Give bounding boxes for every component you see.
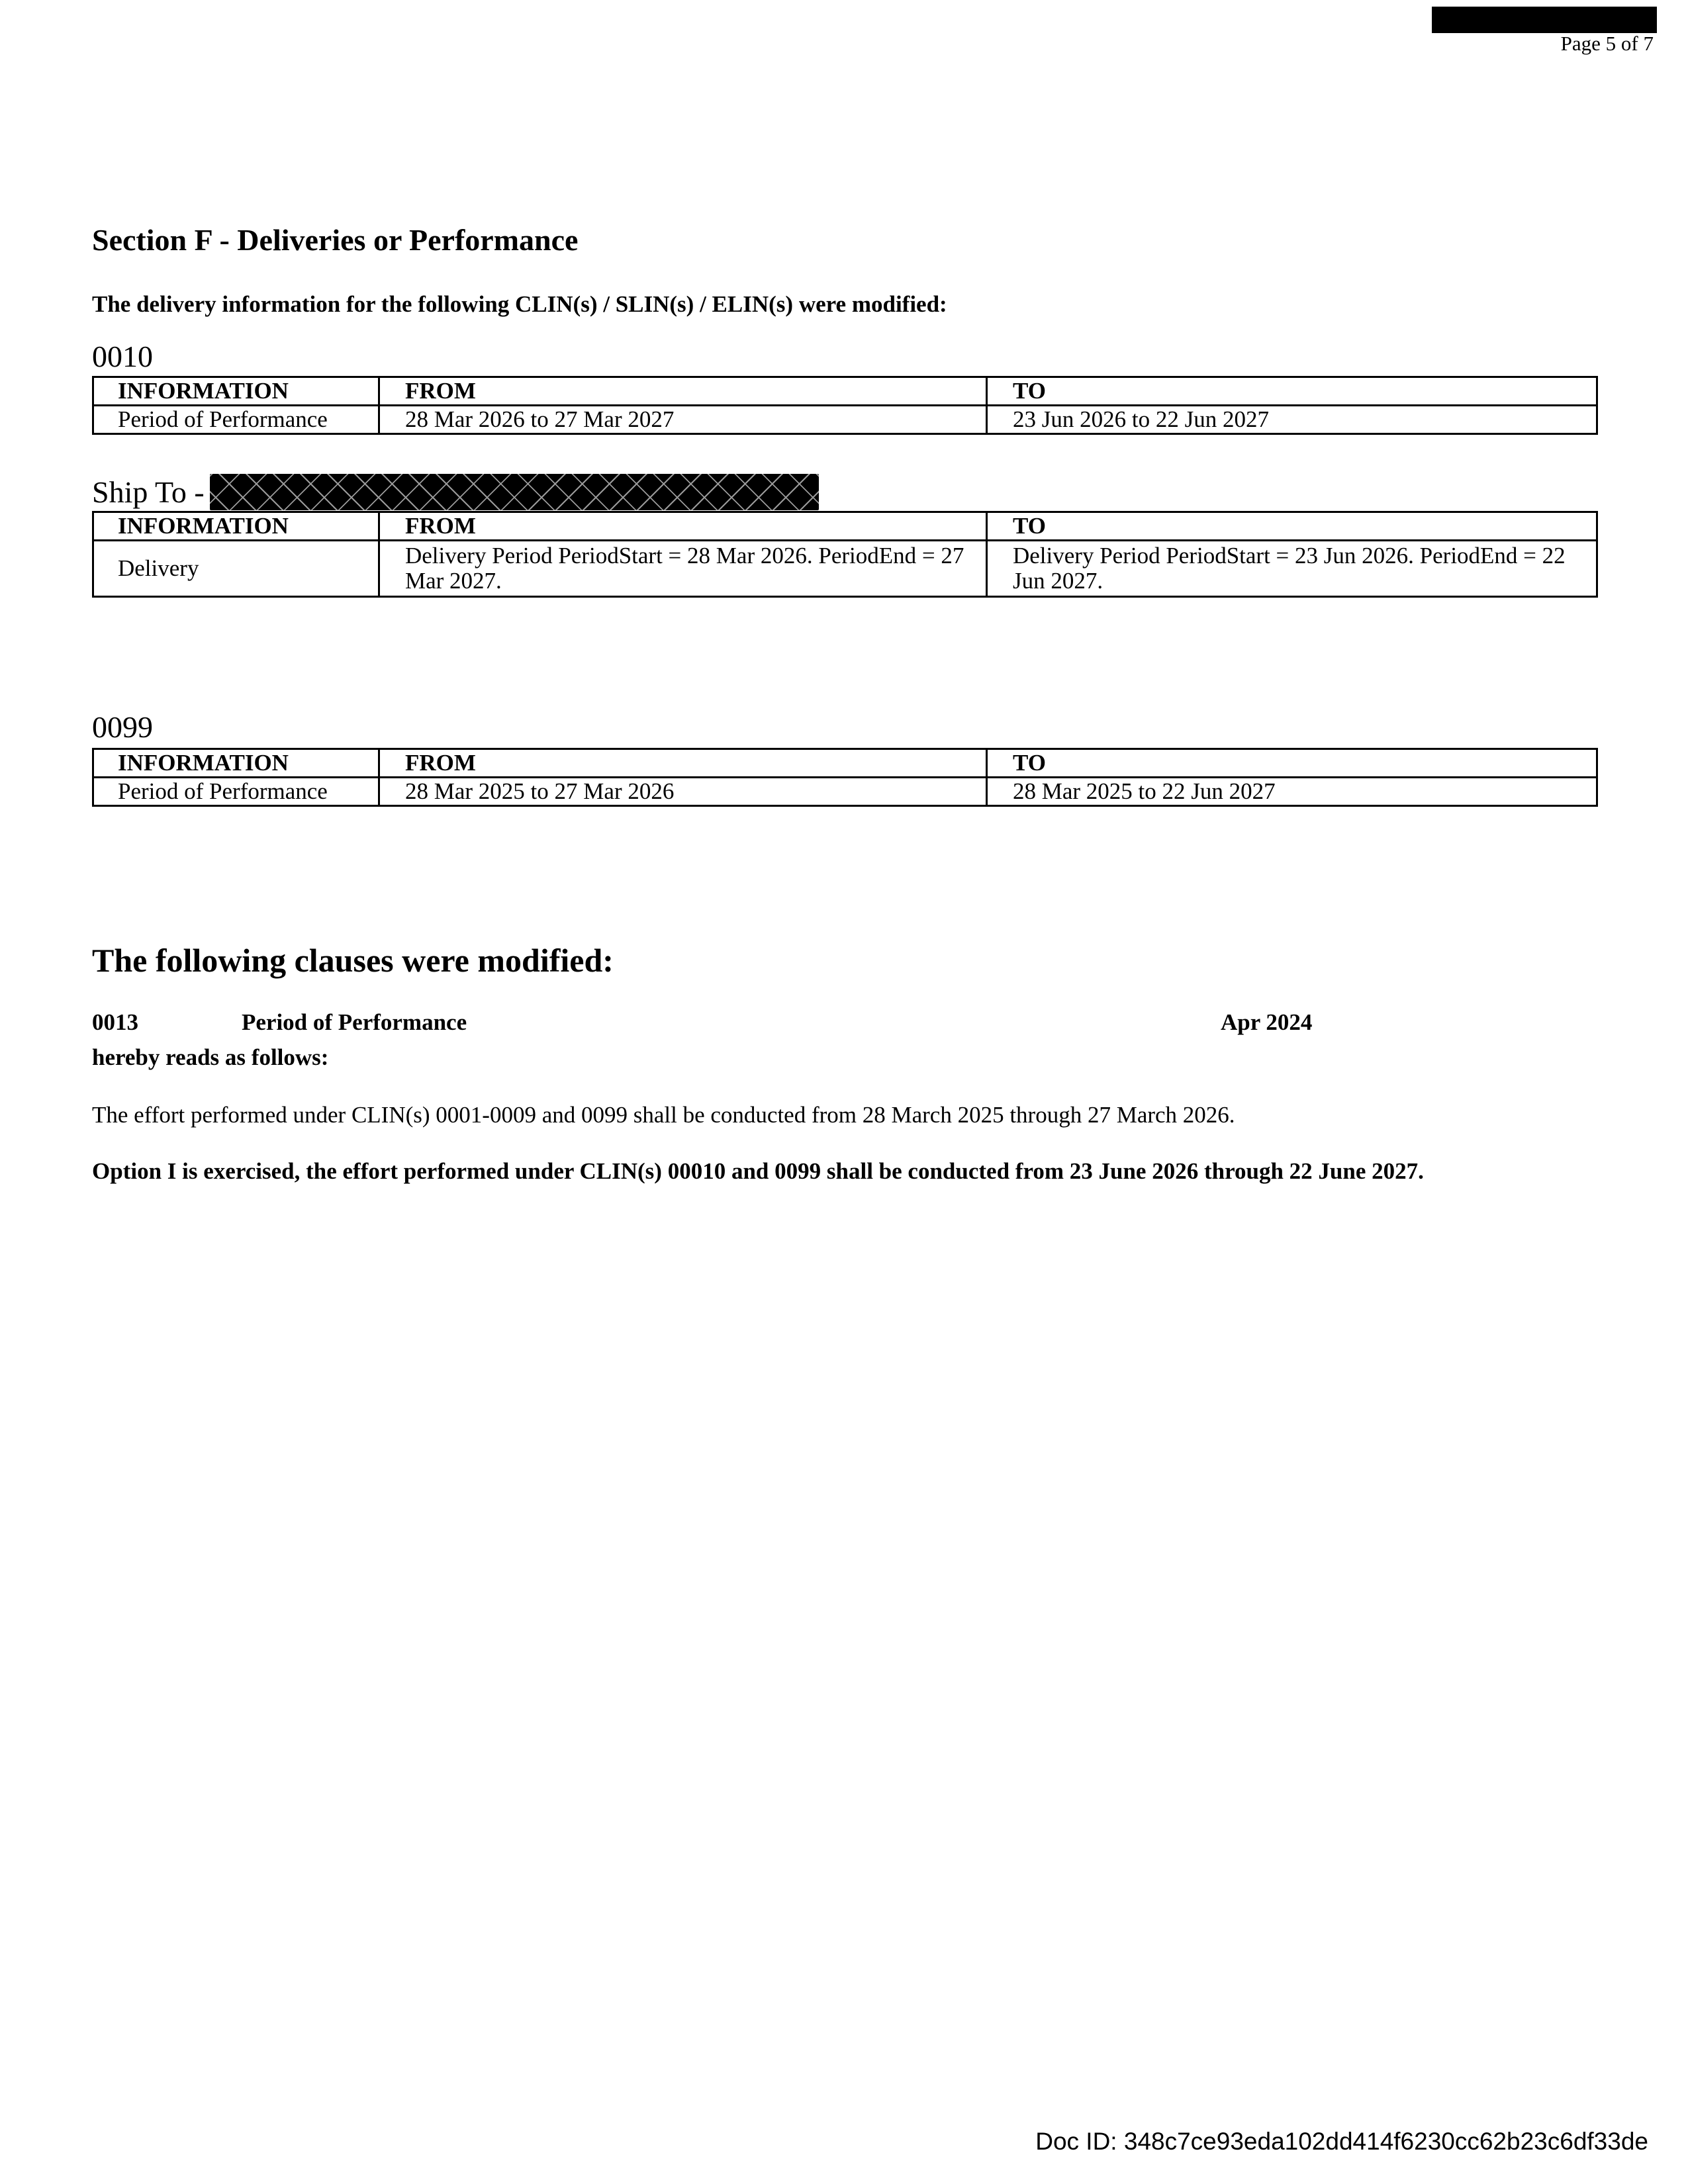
header-to: TO (987, 512, 1597, 541)
clin-0099-table (92, 748, 1598, 807)
cell-from: 28 Mar 2026 to 27 Mar 2027 (379, 406, 987, 434)
header-information: INFORMATION (93, 749, 379, 778)
cell-to: 23 Jun 2026 to 22 Jun 2027 (987, 406, 1597, 434)
ship-to-label (92, 474, 819, 510)
cell-information: Period of Performance (93, 778, 379, 806)
table-row (93, 778, 1597, 806)
clause-date: Apr 2024 (1221, 1009, 1313, 1035)
delivery-intro: The delivery information for the following CLIN(s) / SLIN(s) / ELIN(s) were modified: (92, 291, 947, 317)
redaction-bar (1432, 7, 1657, 33)
cell-from: Delivery Period PeriodStart = 28 Mar 2026. PeriodEnd = 27 Mar 2027. (379, 541, 987, 597)
clause-paragraph-2: Option I is exercised, the effort performed under CLIN(s) 00010 and 0099 shall be conducted from 23 June 2026 through 22 June 2027. (92, 1158, 1424, 1184)
clause-paragraph-1: The effort performed under CLIN(s) 0001-0009 and 0099 shall be conducted from 28 March 2025 through 27 March 2026. (92, 1102, 1235, 1128)
section-title: Section F - Deliveries or Performance (92, 223, 579, 257)
clin-0010-table (92, 376, 1598, 435)
ship-to-text: Ship To - (92, 475, 205, 509)
clause-row (92, 1009, 1350, 1039)
header-information: INFORMATION (93, 512, 379, 541)
cell-information: Period of Performance (93, 406, 379, 434)
header-to: TO (987, 749, 1597, 778)
page-number: Page 5 of 7 (1560, 32, 1654, 55)
header-from: FROM (379, 749, 987, 778)
header-from: FROM (379, 377, 987, 406)
header-from: FROM (379, 512, 987, 541)
ship-to-table (92, 511, 1598, 598)
clin-0099-label: 0099 (92, 710, 153, 744)
clause-name: Period of Performance (242, 1009, 467, 1035)
clauses-title: The following clauses were modified: (92, 942, 614, 979)
clause-hereby: hereby reads as follows: (92, 1044, 329, 1070)
cell-from: 28 Mar 2025 to 27 Mar 2026 (379, 778, 987, 806)
header-information: INFORMATION (93, 377, 379, 406)
table-header-row (93, 512, 1597, 541)
table-header-row (93, 377, 1597, 406)
table-row (93, 406, 1597, 434)
table-header-row (93, 749, 1597, 778)
redacted-address (210, 474, 819, 510)
clause-number: 0013 (92, 1009, 138, 1035)
cell-to: 28 Mar 2025 to 22 Jun 2027 (987, 778, 1597, 806)
table-row (93, 541, 1597, 597)
cell-to: Delivery Period PeriodStart = 23 Jun 2026. PeriodEnd = 22 Jun 2027. (987, 541, 1597, 597)
clin-0010-label: 0010 (92, 340, 153, 373)
cell-information: Delivery (93, 541, 379, 597)
header-to: TO (987, 377, 1597, 406)
doc-id: Doc ID: 348c7ce93eda102dd414f6230cc62b23c6df33de (1035, 2128, 1648, 2155)
